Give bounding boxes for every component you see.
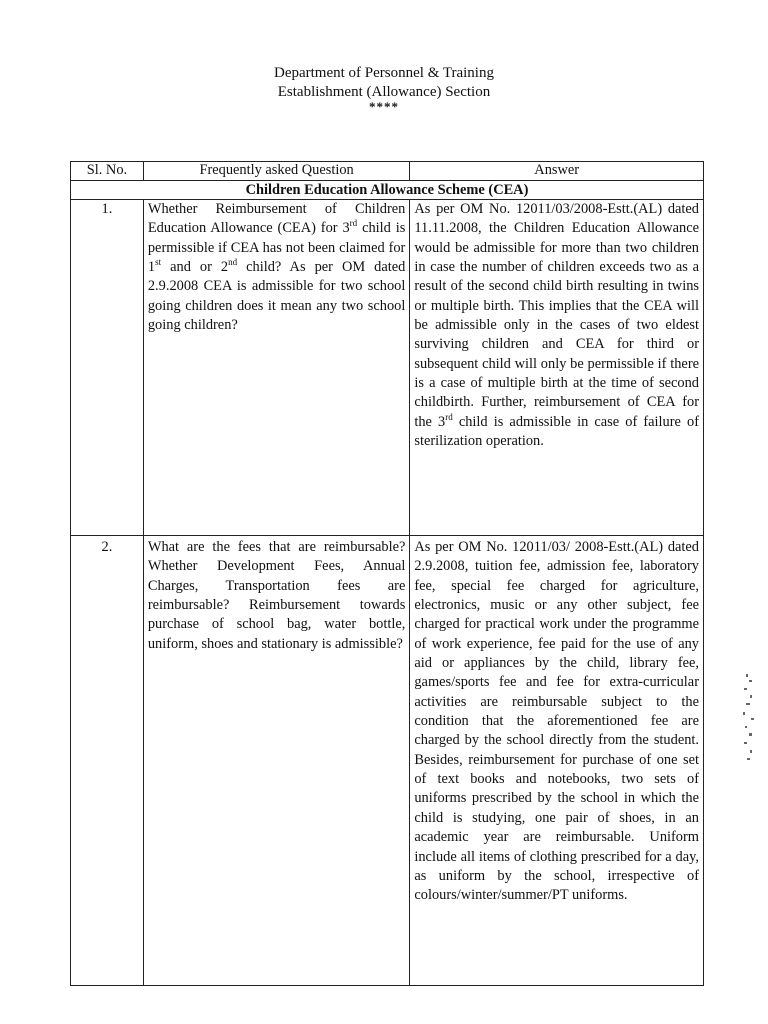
row-answer: As per OM No. 12011/03/ 2008-Estt.(AL) dated 2.9.2008, tuition fee, admission fee, laboratory fee, special fee charged for agriculture, electronics, music or any other subject, fee charged for practical work under the programme of work experience, fee paid for the use of any aid or appliances by the child, library fee, games/sports fee and fee for extra-curricular activities are reimbursable subject to the condition that the aforementioned fee are charged by the school directly from the student. Besides, reimbursement for purchase of one set of text books and notebooks, two sets of uniforms prescribed by the school in which the child is studying, one pair of shoes, in an academic year are reimbursable. Uniform include all items of clothing prescribed for a day, as uniform by the school, irrespective of colours/winter/summer/PT uniforms. (410, 536, 704, 986)
section-heading: Children Education Allowance Scheme (CEA) (71, 181, 704, 200)
row-answer: As per OM No. 12011/03/2008-Estt.(AL) dated 11.11.2008, the Children Education Allowance would be admissible for more than two children in case the number of children exceeds two as a result of the second child birth resulting in twins or multiple birth. This implies that the CEA will be admissible only in the cases of two eldest surviving children and CEA for third or subsequent child will only be permissible if there is a case of multiple birth at the time of second childbirth. Further, reimbursement of CEA for the 3rd child is admissible in case of failure of sterilization operation. (410, 200, 704, 536)
section-title: Establishment (Allowance) Section (277, 84, 491, 100)
header-stars: **** (369, 99, 399, 114)
scan-specks (740, 670, 760, 765)
section-heading-row (71, 181, 704, 200)
department-title: Department of Personnel & Training (274, 65, 494, 81)
row-question: Whether Reimbursement of Children Education Allowance (CEA) for 3rd child is permissible if CEA has not been claimed for 1st and or 2nd child? As per OM dated 2.9.2008 CEA is admissible for two school going children does it mean any two school going children? (143, 200, 410, 536)
row-serial-number: 2. (71, 536, 144, 986)
table-row (71, 536, 704, 986)
faq-table (70, 161, 704, 986)
document-header (0, 64, 768, 112)
table-header-row (71, 162, 704, 181)
column-header-question: Frequently asked Question (143, 162, 410, 181)
column-header-answer: Answer (410, 162, 704, 181)
row-serial-number: 1. (71, 200, 144, 536)
column-header-sl-no: Sl. No. (71, 162, 144, 181)
table-row (71, 200, 704, 536)
row-question: What are the fees that are reimbursable? Whether Development Fees, Annual Charges, Transportation fees are reimbursable? Reimbursement towards purchase of school bag, water bottle, uniform, shoes and stationary is admissible? (143, 536, 410, 986)
